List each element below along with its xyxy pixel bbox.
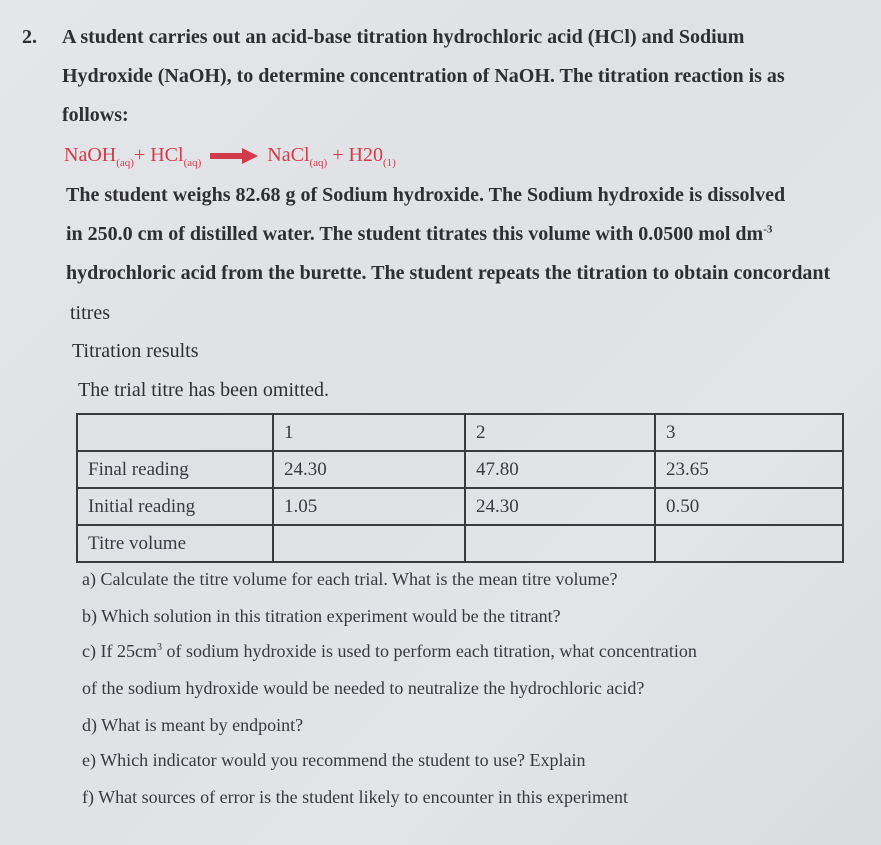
intro-line-2: Hydroxide (NaOH), to determine concentration of NaOH. The titration reaction is as	[62, 65, 785, 87]
results-heading: Titration results	[72, 340, 199, 362]
table-cell: 24.30	[465, 488, 655, 525]
subquestion-e: e) Which indicator would you recommend the student to use? Explain	[82, 750, 586, 770]
table-cell: 24.30	[273, 451, 465, 488]
reactant-hcl: HCl$_{(aq)}$	[150, 144, 202, 169]
body-line-2: in 250.0 cm of distilled water. The student titrates this volume with 0.0500 mol $dm^{-3}$	[66, 223, 773, 245]
body-line-3: hydrochloric acid from the burette. The student repeats the titration to obtain concordant	[66, 262, 831, 284]
subquestion-c-line-1: c) If $25cm^3$ of sodium hydroxide is used to perform each titration, what concentration	[82, 641, 697, 661]
table-cell	[273, 525, 465, 562]
subquestion-c-line-2: of the sodium hydroxide would be needed to neutralize the hydrochloric acid?	[82, 678, 645, 698]
table-row	[77, 451, 843, 488]
product-nacl: NaCl$_{(aq)}$	[267, 144, 328, 169]
plus-sign-2: +	[327, 144, 349, 166]
body-line-1: The student weighs 82.68 g of Sodium hydroxide. The Sodium hydroxide is dissolved	[66, 184, 786, 206]
table-cell	[655, 525, 843, 562]
table-header-cell: 2	[465, 414, 655, 451]
plus-sign: +	[133, 144, 151, 166]
table-header-cell: 3	[655, 414, 843, 451]
table-cell: 23.65	[655, 451, 843, 488]
subquestion-f: f) What sources of error is the student likely to encounter in this experiment	[82, 787, 629, 807]
subquestion-a: a) Calculate the titre volume for each trial. What is the mean titre volume?	[82, 569, 618, 589]
intro-line-3: follows:	[62, 104, 129, 126]
table-header-cell	[77, 414, 273, 451]
table-cell	[465, 525, 655, 562]
row-label: Final reading	[77, 451, 273, 488]
table-row	[77, 488, 843, 525]
intro-line-1: A student carries out an acid-base titration hydrochloric acid (HCl) and Sodium	[62, 26, 745, 48]
table-row	[77, 525, 843, 562]
subquestion-d: d) What is meant by endpoint?	[82, 715, 304, 735]
titration-table	[76, 413, 844, 563]
row-label: Initial reading	[77, 488, 273, 525]
table-cell: 1.05	[273, 488, 465, 525]
table-cell: 0.50	[655, 488, 843, 525]
question-number: 2.	[22, 26, 37, 48]
product-water: $H20_{(1)}$	[348, 144, 396, 169]
table-header-row	[77, 414, 843, 451]
reactant-naoh: NaOH$_{(aq)}$	[64, 144, 134, 169]
reaction-arrow-icon	[210, 148, 258, 164]
reaction-equation	[64, 144, 396, 169]
body-line-4: titres	[70, 302, 110, 324]
row-label: Titre volume	[77, 525, 273, 562]
trial-note: The trial titre has been omitted.	[78, 379, 330, 401]
table-header-cell: 1	[273, 414, 465, 451]
subquestion-b: b) Which solution in this titration experiment would be the titrant?	[82, 606, 561, 626]
table-cell: 47.80	[465, 451, 655, 488]
